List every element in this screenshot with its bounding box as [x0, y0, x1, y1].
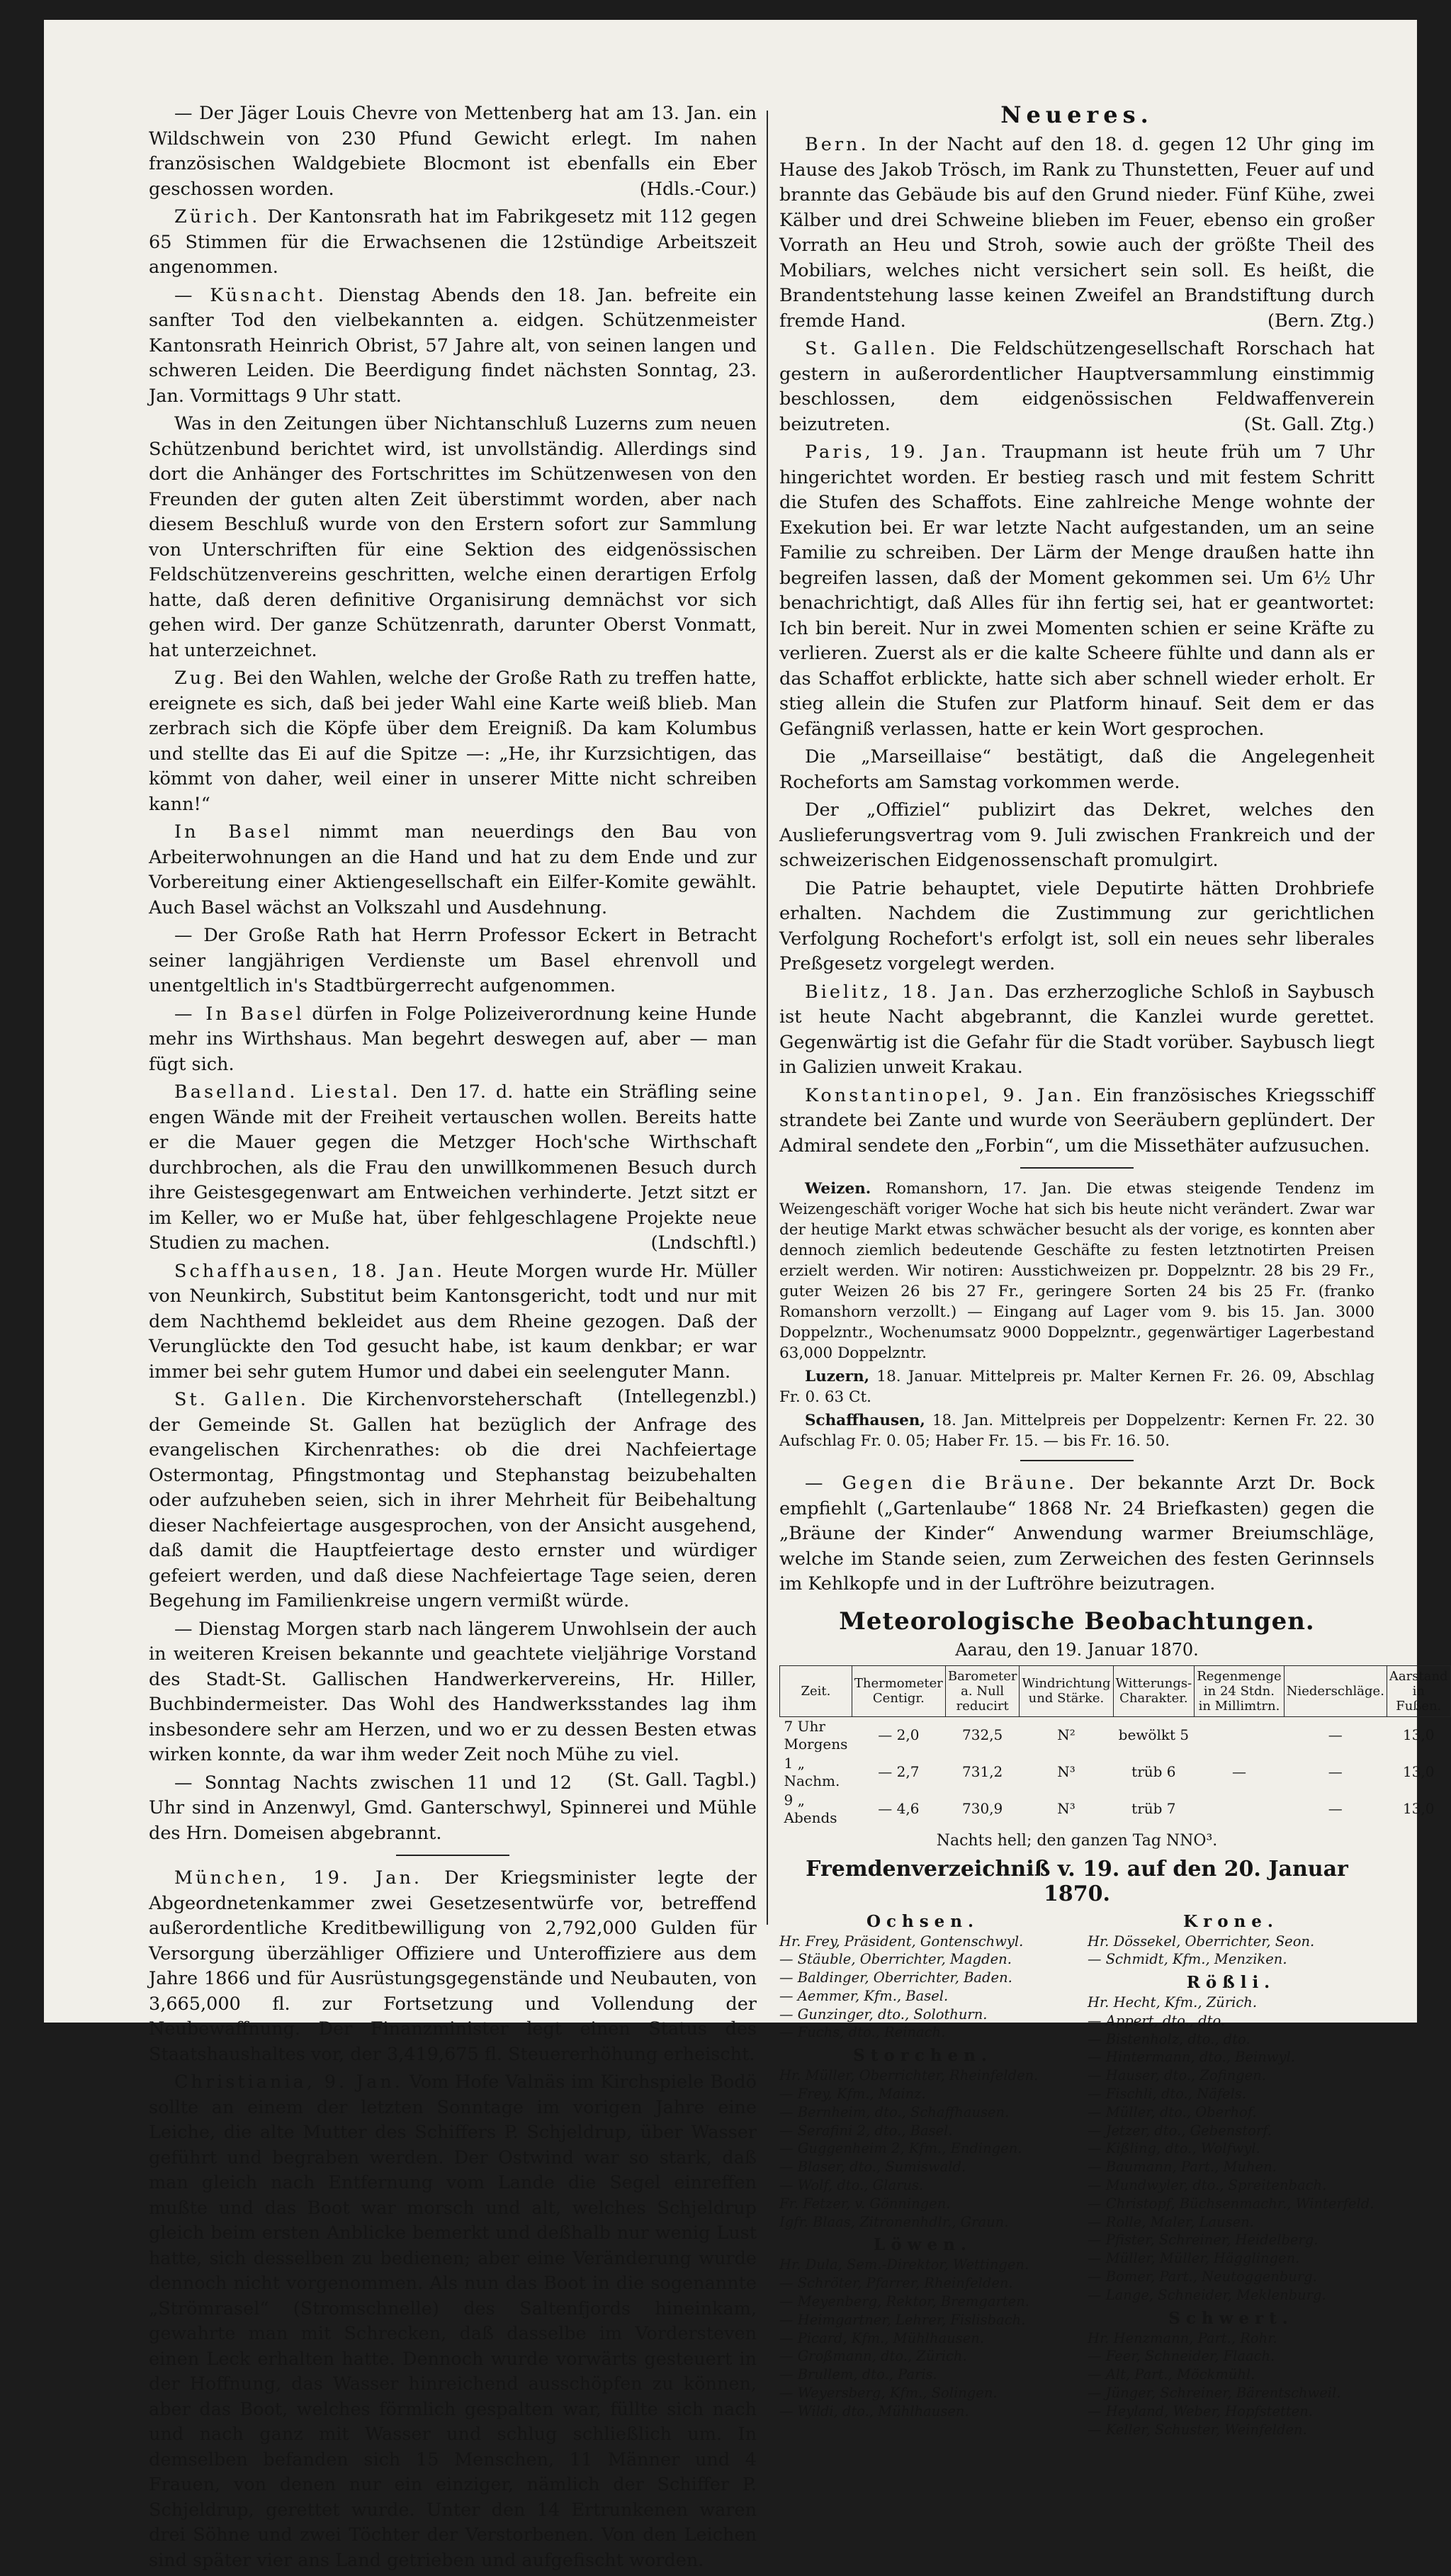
article-lead: Bern. [805, 134, 869, 155]
market-report [779, 1179, 1374, 1363]
meteo-cell: trüb 6 [1131, 1763, 1176, 1780]
guest-entry: — Guggenheim 2, Kfm., Endingen. [779, 2140, 1022, 2157]
guest-entry: — Appert, dto., dto. [1088, 2012, 1226, 2029]
meteo-cell: 732,5 [962, 1726, 1003, 1743]
guest-entry: — Picard, Kfm., Mühlhausen. [779, 2329, 985, 2346]
market-body: Romanshorn, 17. Jan. Die etwas steigende Tendenz im Weizengeschäft voriger Woche hat sich bis heute nicht verändert. Zwar war der heutige Markt etwas schwächer besucht als der vorige, es konnten aber dennoch ziemlich bedeutende Geschäfte zu festen letztnotirten Preisen erzielt werden. Wir notiren: Ausstichweizen pr. Doppelzntr. 28 bis 29 Fr., guter Weizen 26 bis 27 Fr., geringere Sorten 24 bis 25 Fr. (franko Romanshorn verzollt.) — Eingang auf Lager vom 9. bis 15. Jan. 3000 Doppelzntr., Wochenumsatz 9000 Doppelzntr., gegenwärtiger Lagerbestand 63,000 Doppelzntr. [779, 1180, 1374, 1362]
meteo-note: Nachts hell; den ganzen Tag NNO³. [936, 1831, 1218, 1850]
meteo-cell: N² [1057, 1726, 1075, 1743]
meteo-cell [1195, 1716, 1284, 1754]
article [779, 337, 1374, 437]
fremden-list [779, 1908, 1374, 2439]
meteo-cell: trüb 7 [1131, 1800, 1176, 1817]
article [149, 283, 757, 410]
meteo-header-cell: Barometer a. Null reducirt [945, 1665, 1020, 1716]
article [149, 412, 757, 663]
article-lead: — Gegen die Bräune. [805, 1473, 1078, 1494]
meteo-cell: — [1231, 1763, 1246, 1780]
guest-entry: — Pfister, Schreiner, Heidelberg. [1088, 2232, 1319, 2249]
article [149, 820, 757, 921]
article [779, 440, 1374, 742]
market-lead: Luzern, [805, 1368, 870, 1385]
meteo-row [780, 1716, 1451, 1754]
article [779, 798, 1374, 874]
meteo-header-cell: Niederschläge. [1284, 1665, 1387, 1716]
meteo-cell: N³ [1057, 1763, 1075, 1780]
article-body: Die Feldschützengesellschaft Rorschach hat gestern in außerordentlicher Hauptversammlung einstimmig beschlossen, dem eidgenössischen Feldwaffenverein beizutreten. [779, 338, 1375, 435]
guest-entry: — Feer, Schneider, Flaach. [1088, 2348, 1275, 2365]
meteo-cell: — 4,6 [878, 1800, 920, 1817]
article-body: In der Nacht auf den 18. d. gegen 12 Uhr ging im Hause des Jakob Trösch, im Rank zu Thunstetten, Feuer auf und brannte das Gebäude bis auf den Grund nieder. Fünf Kühe, zwei Kälber und drei Schweine blieben im Feuer, ebenso ein großer Vorrath an Heu und Stroh, sowie auch der größte Theil des Mobiliars, welches nicht versichert sein soll. Es heißt, die Brandentstehung lasse keinen Zweifel an Brandstiftung durch fremde Hand. [779, 134, 1375, 332]
article-lead: Konstantinopel, 9. Jan. [805, 1084, 1085, 1106]
article [149, 1617, 757, 1791]
market-report [779, 1410, 1374, 1451]
article-source: (St. Gall. Ztg.) [1243, 413, 1374, 435]
article [149, 205, 757, 281]
fremden-right-column [1088, 1908, 1374, 2439]
article-body: nimmt man neuerdings den Bau von Arbeiterwohnungen an die Hand und hat zu dem Ende und zur Vorbereitung einer Aktiengesellschaft ein Eilfer-Komite gewählt. Auch Basel wächst an Volkszahl und Ausdehnung. [149, 821, 757, 918]
fremden-left-column [779, 1908, 1066, 2439]
article-body: — Dienstag Morgen starb nach längerem Unwohlsein der auch in weiteren Kreisen bekannte und geachtete vieljährige Vorstand des Stadt-St. Gallischen Handwerkervereins, Hr. Hiller, Buchbindermeister. Das Wohl des Handwerksstandes lag ihm insbesondere sehr am Herzen, und wo er zu dessen Besten etwas wirken konnte, da war ihm weder Zeit noch Mühe zu viel. [149, 1618, 757, 1765]
market-lead: Weizen. [805, 1180, 871, 1198]
guest-entry: — Baumann, Part., Muhen. [1088, 2159, 1277, 2176]
article-lead: — In Basel [174, 1003, 305, 1025]
meteo-cell [1195, 1791, 1284, 1828]
guest-entry: — Jetzer, dto., Gebenstorf. [1088, 2122, 1272, 2139]
guest-entry: — Schmidt, Kfm., Menziken. [1088, 1951, 1287, 1968]
guest-entry: Igfr. Blaas, Zitronenhdlr., Graun. [779, 2213, 1009, 2230]
meteo-cell: N³ [1057, 1800, 1075, 1817]
neueres-heading: Neueres. [1000, 101, 1153, 128]
guest-entry: — Müller, dto., Oberhof. [1088, 2103, 1257, 2120]
article-body: Dienstag Abends den 18. Jan. befreite ein sanfter Tod den vielbekannten a. eidgen. Schützenmeister Kantonsrath Heinrich Obrist, 57 Jahre alt, von seinen langen und schweren Leiden. Die Beerdigung findet nächsten Sonntag, 23. Jan. Vormittags 9 Uhr statt. [149, 284, 757, 407]
meteo-cell: 13,0 [1402, 1726, 1435, 1743]
guest-entry: — Mundwyler, dto., Spreitenbach. [1088, 2177, 1327, 2194]
section-divider [1020, 1460, 1134, 1461]
article-body: dürfen in Folge Polizeiverordnung keine Hunde mehr ins Wirthshaus. Man begehrt deswegen auf, aber — man fügt sich. [149, 1003, 757, 1075]
guest-entry: — Wolf, dto., Glarus. [779, 2177, 924, 2194]
article-lead: — Küsnacht. [174, 284, 327, 306]
article-body: Der bekannte Arzt Dr. Bock empfiehlt („Gartenlaube“ 1868 Nr. 24 Briefkasten) gegen die „Bräune der Kinder“ Anwendung warmer Breiumschläge, welche im Stande seien, zum Zerweichen des festen Gerinnsels im Kehlkopfe und in der Luftröhre beizutragen. [779, 1473, 1374, 1594]
meteo-header-cell: Windrichtung und Stärke. [1020, 1665, 1113, 1716]
meteo-row [780, 1791, 1451, 1828]
article-body: Vom Hofe Valnäs im Kirchspiele Bodö sollte an einem der letzten Sonntage im vorigen Jahre eine Leiche, die alte Mutter des Schiffers P. Schjeldrup, über Wasser geführt und begraben werden. Der Ostwind war so stark, daß man gleich nach Entfernung vom Lande die Segel einreffen mußte und das Boot war morsch und alt, welches Schjeldrup gleich beim ersten Anblicke bemerkt und deßhalb nur wenig Lust hatte, sich desselben zu bedienen; aber eine Veränderung wurde dennoch nicht vorgenommen. Als nun das Boot in die sogenannte „Strömrasel“ (Stromschnelle) des Saltenfjords hineinkam, gewahrte man mit Schrecken, daß dasselbe im Vordersteven einen Leck erhalten hatte. Dennoch wurde vorwärts gesteuert in der Hoffnung, das Wasser hinreichend ausschöpfen zu können, aber das Boot, welches förmlich gespalten war, füllte sich nach und nach ganz mit Wasser und schlug schließlich um. In demselben befanden sich 15 Menschen, 11 Männer und 4 Frauen, von denen nur ein einziger, nämlich der Schiffer P. Schjeldrup, gerettet wurde. Unter den 14 Ertrunkenen waren drei Söhne und zwei Töchter der Verstorbenen. Von den Leichen sind später vier ans Land getrieben und aufgefischt worden. [149, 2071, 757, 2571]
article-body: Das erzherzogliche Schloß in Saybusch ist heute Nacht abgebrannt, die Kanzlei wurde gerettet. Gegenwärtig ist die Gefahr für die Stadt vorüber. Saybusch liegt in Galizien unweit Krakau. [779, 981, 1375, 1078]
meteo-cell: — [1328, 1726, 1343, 1743]
article-lead: St. Gallen. [805, 338, 939, 359]
meteo-title: Meteorologische Beobachtungen. [839, 1607, 1315, 1636]
guest-entry: — Heimgartner, Lehrer, Fislisbach. [779, 2311, 1026, 2328]
meteo-header-cell: Regenmenge in 24 Stdn. in Millimtrn. [1195, 1665, 1284, 1716]
article-source: (Hdls.-Cour.) [639, 178, 757, 200]
meteo-cell: — [1328, 1800, 1343, 1817]
article [779, 1084, 1374, 1159]
meteo-cell: 9 „ Abends [784, 1791, 837, 1826]
guest-entry: Hr. Frey, Präsident, Gontenschwyl. [779, 1933, 1024, 1950]
article-lead: St. Gallen. [174, 1389, 309, 1410]
meteo-subtitle: Aarau, den 19. Januar 1870. [955, 1639, 1199, 1660]
guest-entry: — Müller, Müller, Hägglingen. [1088, 2250, 1300, 2267]
guest-entry: — Bernheim, dto., Schaffhausen. [779, 2103, 1010, 2120]
article-body: Bei den Wahlen, welche der Große Rath zu treffen hatte, ereignete es sich, daß bei jeder Wahl eine Karte weiß blieb. Man zerbrach sich die Köpfe über dem Ereigniß. Da kam Kolumbus und stellte das Ei auf die Spitze —: „He, ihr Kurzsichtigen, das kömmt von daher, weil einer in unserer Mitte nicht schreiben kann!“ [149, 668, 757, 815]
section-divider [396, 1855, 509, 1856]
guest-entry: — Keller, Schuster, Weinfelden. [1088, 2421, 1307, 2438]
guest-entry: — Großmann, dto., Zürich. [779, 2348, 967, 2365]
market-reports [779, 1179, 1374, 1451]
meteo-header-cell: Zeit. [780, 1665, 852, 1716]
article [779, 745, 1374, 795]
guest-entry: — Baldinger, Oberrichter, Baden. [779, 1969, 1012, 1986]
article-lead: Paris, 19. Jan. [805, 441, 989, 463]
hotel-name: Rößli. [1186, 1973, 1276, 1993]
guest-entry: — Rolle, Maler, Lausen. [1088, 2213, 1254, 2230]
guest-entry: — Bistenholz, dto., dto. [1088, 2030, 1250, 2047]
article-lead: Zürich. [174, 206, 261, 227]
meteo-row [780, 1754, 1451, 1791]
guest-entry: — Fischli, dto., Näfels. [1088, 2086, 1247, 2103]
guest-entry: — Brullem, dto., Paris. [779, 2366, 937, 2383]
meteo-cell: 13,0 [1402, 1800, 1435, 1817]
article-body: Ein französisches Kriegsschiff strandete bei Zante und wurde von Seeräubern geplündert. Der Admiral sendete den „Forbin“, um die Missethäter aufzusuchen. [779, 1084, 1374, 1157]
right-articles [779, 133, 1374, 1159]
article [149, 1080, 757, 1256]
article [149, 101, 757, 202]
guest-entry: Hr. Henzmann, Part., Rohr. [1088, 2329, 1277, 2346]
hotel-name: Storchen. [853, 2046, 993, 2066]
guest-entry: — Alt, Part., Möckmühl. [1088, 2366, 1255, 2383]
hotel-name: Löwen. [874, 2235, 972, 2255]
guest-entry: — Aemmer, Kfm., Basel. [779, 1987, 949, 2004]
guest-entry: — Weyersberg, Kfm., Solingen. [779, 2385, 998, 2402]
market-lead: Schaffhausen, [805, 1412, 925, 1429]
guest-entry: — Fuchs, dto., Reinach. [779, 2024, 946, 2041]
guest-entry: Hr. Dula, Sem.-Direktor, Wettingen. [779, 2256, 1029, 2273]
guest-entry: Fr. Fetzer, v. Gönningen. [779, 2195, 951, 2212]
article-body: — Sonntag Nachts zwischen 11 und 12 Uhr sind in Anzenwyl, Gmd. Ganterschwyl, Spinnerei und Mühle des Hrn. Domeisen abgebrannt. [149, 1772, 757, 1844]
newspaper-page [44, 20, 1448, 2571]
article [149, 2070, 757, 2573]
article-lead: München, 19. Jan. [174, 1867, 422, 1889]
guest-entry: Hr. Müller, Oberrichter, Rheinfelden. [779, 2067, 1039, 2084]
guest-entry: — Kißling, dto., Wolfwyl. [1088, 2140, 1260, 2157]
guest-entry: — Serafini 2, dto., Basel. [779, 2122, 953, 2139]
left-column [149, 101, 757, 2576]
article-source: (Lndschftl.) [650, 1232, 757, 1254]
article-lead: Christiania, 9. Jan. [174, 2071, 403, 2093]
meteo-cell: — 2,7 [878, 1763, 920, 1780]
article-body: Der Kantonsrath hat im Fabrikgesetz mit 112 gegen 65 Stimmen für die Erwachsenen die 12stündige Arbeitszeit angenommen. [149, 206, 757, 278]
meteo-cell: 731,2 [962, 1763, 1003, 1780]
fremden-title: Fremdenverzeichniß v. 19. auf den 20. Januar 1870. [806, 1856, 1348, 1906]
guest-entry: Hr. Dössekel, Oberrichter, Seon. [1088, 1933, 1315, 1950]
market-report [779, 1366, 1374, 1407]
guest-entry: — Hintermann, dto., Beinwyl. [1088, 2049, 1295, 2066]
article [779, 133, 1374, 334]
article-body: Den 17. d. hatte ein Sträfling seine engen Wände mit der Freiheit vertauschen wollen. Bereits hatte er die Mauer gegen die Metzger Hoch'sche Wirthschaft durchbrochen, als die Frau den unwillkommenen Besuch durch ihre Geistesgegenwart am Entweichen verhinderte. Jetzt sitzt er im Keller, wo er Muße hat, über fehlgeschlagene Projekte neue Studien zu machen. [149, 1081, 757, 1254]
guest-entry: — Stäuble, Oberrichter, Magden. [779, 1951, 1012, 1968]
article [149, 666, 757, 817]
article-body: Die Kirchenvorsteherschaft der Gemeinde St. Gallen hat bezüglich der Anfrage des evangelischen Kirchenrathes: ob die drei Nachfeiertage Ostermontag, Pfingstmontag und Stephanstag beizubehalten oder aufzuheben seien, sich in ihrer Mehrheit für Beibehaltung dieser Nachfeiertage ausgesprochen, von der Ansicht ausgehend, daß damit die Hauptfeiertage desto ernster und würdiger gefeiert werden, und daß diese Nachfeiertage Tage seien, deren Begehung im Familienkreise ungern vermißt würde. [149, 1389, 757, 1612]
guest-entry: — Lange, Schneider, Meklenburg. [1088, 2286, 1326, 2303]
hotel-name: Krone. [1183, 1911, 1279, 1931]
right-column [779, 101, 1448, 2439]
hotel-name: Schwert. [1168, 2308, 1294, 2328]
article-body: Der Kriegsminister legte der Abgeordnetenkammer zwei Gesetzesentwürfe vor, betreffend außerordentliche Kreditbewilligung von 2,792,000 Gulden für Versorgung überzähliger Offiziere und Unteroffiziere aus dem Jahre 1866 und für Ausrüstungsgegenstände und Neubauten, von 3,665,000 fl. zur Fortsetzung und Vollendung der Neubewaffnung. Der Finanzminister legt einen Status des Staatshaushaltes vor, der 3,419,675 fl. Steuererhöhung erheischt. [149, 1867, 757, 2065]
article-lead: Bielitz, 18. Jan. [805, 981, 997, 1003]
guest-entry: — Bomer, Part., Neutoggenburg. [1088, 2268, 1317, 2285]
article-body: — Der Große Rath hat Herrn Professor Eckert in Betracht seiner langjährigen Verdienste um Basel ehrenvoll und unentgeltlich in's Stadtbürgerrecht aufgenommen. [149, 925, 757, 996]
market-body: 18. Jan. Mittelpreis per Doppelzentr: Kernen Fr. 22. 30 Aufschlag Fr. 0. 05; Haber Fr. 15. — bis Fr. 16. 50. [779, 1412, 1374, 1450]
article-body: Traupmann ist heute früh um 7 Uhr hingerichtet worden. Er bestieg rasch und mit festem Schritt die Stufen des Schaffots. Eine zahlreiche Menge wohnte der Exekution bei. Er war letzte Nacht aufgestanden, um an seine Familie zu schreiben. Der Lärm der Menge draußen hatte ihn begreifen lassen, daß der Moment gekommen sei. Um 6½ Uhr benachrichtigt, daß Alles für ihn fertig sei, hat er geantwortet: Ich bin bereit. Nur in zwei Momenten schien er seine Kräfte zu verlieren. Zuerst als er die kalte Scheere fühlte und dann als er das Schaffot erblickte, hatte sich aber schnell wieder erholt. Er stieg allein die Stufen zur Platform hinauf. Seit dem er das Gefängniß verlassen, hatte er kein Wort gesprochen. [779, 441, 1374, 740]
left-articles-foreign [149, 1866, 757, 2573]
article [779, 877, 1374, 977]
meteo-cell: 1 „ Nachm. [784, 1754, 840, 1789]
meteo-header-cell: Witterungs-Charakter. [1113, 1665, 1195, 1716]
article-source: (St. Gall. Tagbl.) [606, 1769, 757, 1791]
meteo-cell: 13,0 [1402, 1763, 1435, 1780]
guest-entry: — Meyenberg, Rektor, Bremgarten. [779, 2293, 1029, 2310]
article-body: — Der Jäger Louis Chevre von Mettenberg hat am 13. Jan. ein Wildschwein von 230 Pfund Gewicht erlegt. Im nahen französischen Waldgebiete Blocmont ist ebenfalls ein Eber geschossen worden. [149, 103, 757, 200]
article-lead: Zug. [174, 668, 227, 689]
guest-entry: — Heyland, Weber, Hopfstetten. [1088, 2402, 1313, 2419]
guest-entry: Hr. Hecht, Kfm., Zürich. [1088, 1994, 1258, 2011]
article-source: (Intellegenzbl.) [617, 1386, 757, 1407]
column-rule [767, 111, 768, 1925]
meteo-cell: bewölkt 5 [1118, 1726, 1190, 1743]
guest-entry: — Jünger, Schreiner, Bärentschweil. [1088, 2385, 1341, 2402]
article [149, 1388, 757, 1614]
article [149, 923, 757, 999]
meteo-cell: — [1328, 1763, 1343, 1780]
meteo-header-cell: Thermometer Centigr. [852, 1665, 945, 1716]
guest-entry: — Schröter, Pfarrer, Rheinfelden. [779, 2275, 1013, 2292]
article [149, 1002, 757, 1078]
article-body: Die „Marseillaise“ bestätigt, daß die Angelegenheit Rocheforts am Samstag vorkommen werde. [779, 746, 1374, 793]
market-body: 18. Januar. Mittelpreis pr. Malter Kernen Fr. 26. 09, Abschlag Fr. 0. 63 Ct. [779, 1368, 1374, 1406]
meteo-header-row [780, 1665, 1451, 1716]
section-divider [1020, 1167, 1134, 1169]
guest-entry: — Blaser, dto., Sumiswald. [779, 2159, 966, 2176]
article-body: Was in den Zeitungen über Nichtanschluß Luzerns zum neuen Schützenbund berichtet wird, ist unvollständig. Allerdings sind dort die Anhänger des Fortschrittes im Schützenwesen von den Freunden der guten alten Zeit überstimmt worden, aber nach diesem Beschluß wurde von den Erstern sofort zur Sammlung von Unterschriften für eine Sektion des eidgenössischen Feldschützenvereins geschritten, welche einen derartigen Erfolg hatte, daß deren definitive Organisirung demnächst vor sich gehen wird. Der ganze Schützenrath, darunter Oberst Vonmatt, hat unterzeichnet. [149, 413, 757, 661]
meteo-cell: 7 Uhr Morgens [784, 1717, 848, 1753]
guest-entry: — Frey, Kfm., Mainz. [779, 2086, 926, 2103]
article-body: Heute Morgen wurde Hr. Müller von Neunkirch, Substitut beim Kantonsgericht, todt und nur mit dem Nachthemd bekleidet aus dem Rheine gezogen. Daß der Verunglückte den Tod gesucht habe, ist kaum denkbar; er war immer bei sehr gutem Humor und dabei ein seelenguter Mann. [149, 1260, 757, 1383]
article-source: (Bern. Ztg.) [1267, 310, 1374, 332]
article-lead: In Basel [174, 821, 293, 843]
guest-entry: — Wildi, dto., Mühlhausen. [779, 2402, 969, 2419]
left-articles [149, 101, 757, 1846]
article-body: Der „Offiziel“ publizirt das Dekret, welches den Auslieferungsvertrag vom 9. Juli zwischen Frankreich und der schweizerischen Eidgenossenschaft promulgirt. [779, 799, 1374, 871]
meteo-cell: 730,9 [962, 1800, 1003, 1817]
article-lead: Baselland. Liestal. [174, 1081, 401, 1103]
article [149, 1866, 757, 2067]
hotel-name: Ochsen. [866, 1911, 980, 1931]
article-body: Die Patrie behauptet, viele Deputirte hätten Drohbriefe erhalten. Nachdem die Zustimmung zur gerichtlichen Verfolgung Rochefort's erfolgt ist, soll ein neues sehr liberales Preßgesetz vorgelegt werden. [779, 877, 1374, 974]
article [779, 980, 1374, 1081]
guest-entry: — Christopf, Büchsenmachr., Winterfeld. [1088, 2195, 1374, 2212]
article-lead: Schaffhausen, 18. Jan. [174, 1260, 446, 1282]
meteo-cell: — 2,0 [878, 1726, 920, 1743]
meteo-table [779, 1665, 1451, 1828]
article-braeune [779, 1471, 1374, 1597]
guest-entry: — Hauser, dto., Zofingen. [1088, 2067, 1266, 2084]
meteo-header-cell: Aarstand in Fußen. [1387, 1665, 1450, 1716]
guest-entry: — Gunzinger, dto., Solothurn. [779, 2006, 988, 2023]
